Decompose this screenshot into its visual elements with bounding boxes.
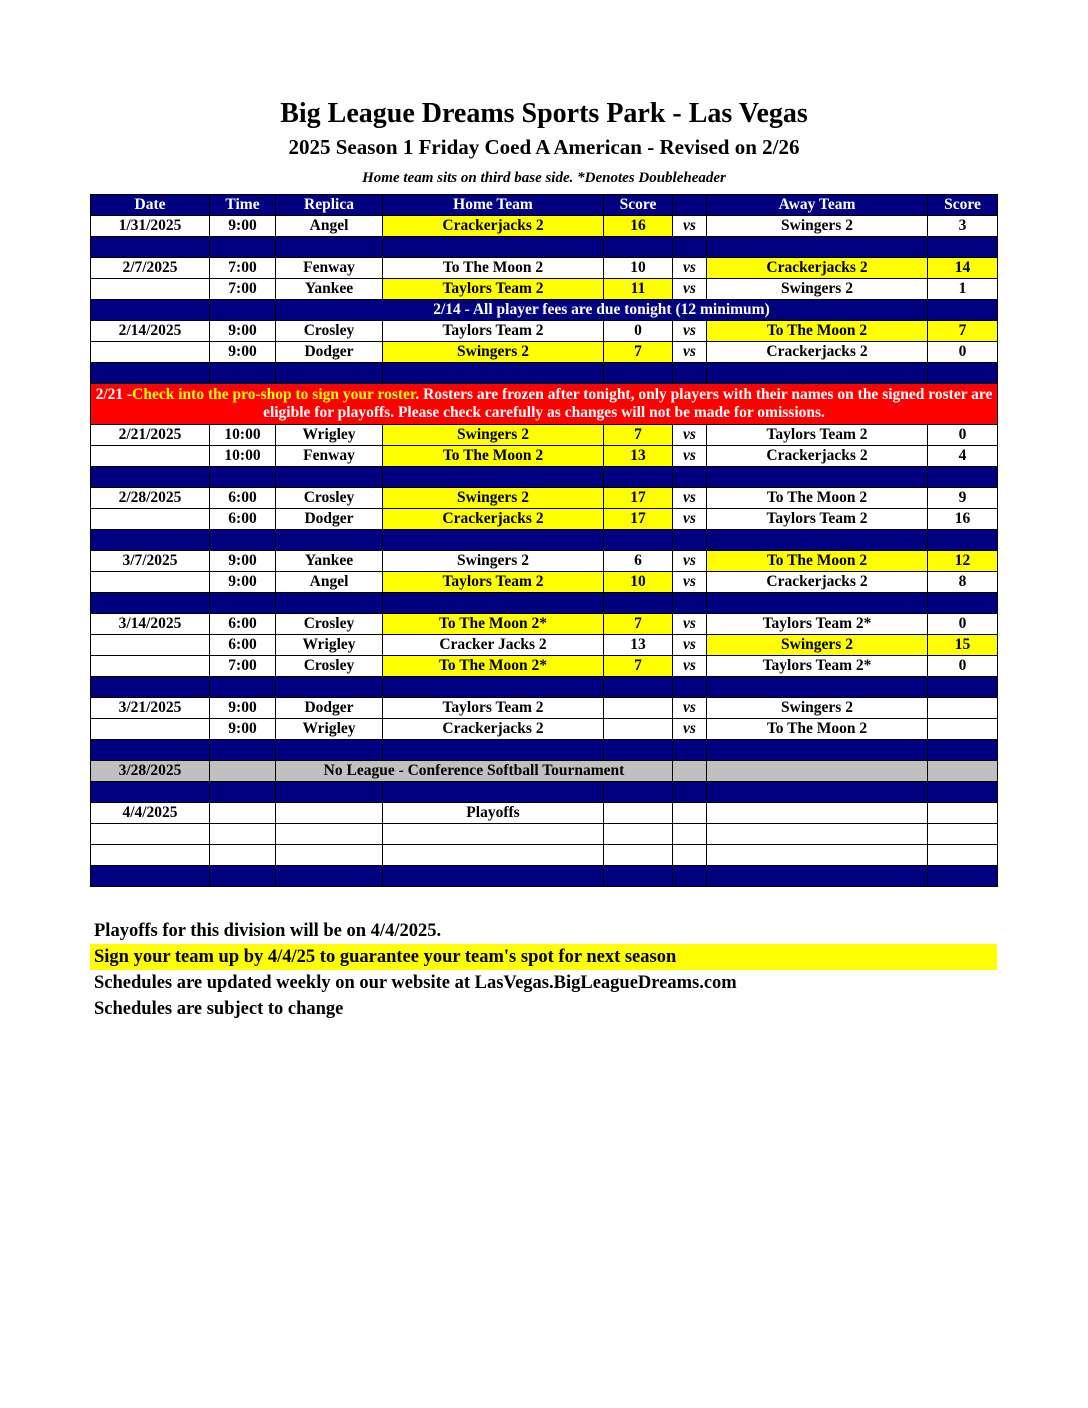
replica-field-cell: Crosley [276,321,383,342]
spacer-cell [383,677,604,698]
home-score-cell: 10 [604,258,673,279]
date-cell: 3/21/2025 [91,698,210,719]
date-cell [91,446,210,467]
spacer-cell [276,530,383,551]
away-score-cell: 0 [928,342,998,363]
spacer-row [91,530,998,551]
replica-field-cell: Dodger [276,342,383,363]
spacer-cell [707,740,928,761]
replica-field-cell: Angel [276,216,383,237]
away-score-cell [928,845,998,866]
away-score-cell: 0 [928,614,998,635]
spacer-cell [707,593,928,614]
vs-cell: vs [673,425,707,446]
away-team-cell: Crackerjacks 2 [707,572,928,593]
spacer-cell [276,363,383,384]
spacer-cell [928,593,998,614]
home-score-cell [604,698,673,719]
spacer-cell [707,530,928,551]
away-score-cell: 12 [928,551,998,572]
alert-row [91,384,998,425]
game-row [91,446,998,467]
column-header-date: Date [91,195,210,216]
game-row [91,614,998,635]
vs-cell: vs [673,279,707,300]
alert-message [91,384,998,425]
away-team-cell [707,845,928,866]
game-row [91,488,998,509]
spacer-cell [210,237,276,258]
replica-field-cell: Dodger [276,698,383,719]
time-cell: 7:00 [210,258,276,279]
spacer-cell [276,740,383,761]
game-row [91,342,998,363]
vs-cell: vs [673,551,707,572]
alert-highlight: Check into the pro-shop to sign your roster [132,386,416,403]
replica-field-cell [276,824,383,845]
spacer-cell [673,782,707,803]
replica-field-cell: Wrigley [276,425,383,446]
away-team-cell: Swingers 2 [707,635,928,656]
replica-field-cell: Fenway [276,446,383,467]
away-score-cell: 9 [928,488,998,509]
home-score-cell: 7 [604,342,673,363]
date-cell [91,509,210,530]
home-team-cell [383,824,604,845]
time-cell: 9:00 [210,216,276,237]
game-row [91,279,998,300]
away-score-cell: 0 [928,425,998,446]
spacer-cell [383,593,604,614]
vs-cell: vs [673,572,707,593]
home-score-cell [604,845,673,866]
home-team-cell: Taylors Team 2 [383,698,604,719]
time-cell: 6:00 [210,614,276,635]
spacer-cell [707,467,928,488]
away-score-cell: 14 [928,258,998,279]
away-score-cell [928,761,998,782]
home-score-cell: 11 [604,279,673,300]
date-cell: 2/28/2025 [91,488,210,509]
away-team-cell: Taylors Team 2 [707,509,928,530]
away-score-cell [928,803,998,824]
away-score-cell [928,719,998,740]
home-team-cell: Swingers 2 [383,425,604,446]
column-header-time: Time [210,195,276,216]
away-team-cell: To The Moon 2 [707,321,928,342]
date-cell: 4/4/2025 [91,803,210,824]
home-team-cell: Cracker Jacks 2 [383,635,604,656]
date-cell: 2/7/2025 [91,258,210,279]
date-cell [91,656,210,677]
spacer-cell [928,782,998,803]
date-cell [91,845,210,866]
alert-rest: . Rosters are frozen after tonight, only players with their names on the signed roster are eligible for playoffs. Please check carefully as changes will not be made for omissions. [263,386,993,421]
game-row [91,425,998,446]
schedule-table [90,194,998,887]
spacer-cell [383,782,604,803]
column-header-vs [673,195,707,216]
spacer-cell [276,593,383,614]
column-header-replica: Replica [276,195,383,216]
spacer-cell [276,237,383,258]
spacer-cell [210,593,276,614]
home-team-cell: Swingers 2 [383,342,604,363]
away-team-cell: To The Moon 2 [707,488,928,509]
home-score-cell: 10 [604,572,673,593]
spacer-cell [91,782,210,803]
vs-cell: vs [673,216,707,237]
time-cell: 9:00 [210,321,276,342]
spacer-cell [928,363,998,384]
away-team-cell [707,803,928,824]
header-note: Home team sits on third base side. *Denotes Doubleheader [362,170,726,186]
away-team-cell [707,761,928,782]
time-cell: 9:00 [210,719,276,740]
game-row [91,258,998,279]
spacer-cell [707,363,928,384]
replica-field-cell: Angel [276,572,383,593]
replica-field-cell [276,803,383,824]
game-row [91,656,998,677]
home-team-cell: Playoffs [383,803,604,824]
date-cell: 3/7/2025 [91,551,210,572]
spacer-cell [383,866,604,887]
game-row [91,551,998,572]
spacer-cell [928,530,998,551]
time-cell: 9:00 [210,342,276,363]
away-team-cell [707,824,928,845]
spacer-cell [91,530,210,551]
time-cell: 9:00 [210,698,276,719]
home-score-cell: 7 [604,656,673,677]
signup-note: Sign your team up by 4/4/25 to guarantee your team's spot for next season [90,944,997,970]
away-score-cell: 0 [928,656,998,677]
game-row [91,719,998,740]
game-row [91,824,998,845]
away-team-cell: Crackerjacks 2 [707,342,928,363]
notice-row [91,300,998,321]
home-team-cell: Taylors Team 2 [383,279,604,300]
spacer-cell [383,530,604,551]
time-cell: 9:00 [210,551,276,572]
spacer-cell [707,866,928,887]
away-team-cell: To The Moon 2 [707,719,928,740]
home-team-cell: Crackerjacks 2 [383,719,604,740]
vs-cell [673,761,707,782]
spacer-row [91,363,998,384]
home-score-cell: 17 [604,488,673,509]
spacer-cell [604,593,673,614]
home-team-cell: To The Moon 2 [383,258,604,279]
vs-cell [673,803,707,824]
spacer-cell [91,740,210,761]
spacer-cell [673,593,707,614]
vs-cell: vs [673,656,707,677]
home-score-cell: 13 [604,446,673,467]
vs-cell [673,824,707,845]
spacer-cell [604,677,673,698]
game-row [91,216,998,237]
date-cell [91,635,210,656]
away-score-cell: 7 [928,321,998,342]
away-team-cell: Swingers 2 [707,279,928,300]
header-row [91,195,998,216]
away-team-cell: Taylors Team 2* [707,614,928,635]
away-score-cell [928,698,998,719]
game-row [91,572,998,593]
spacer-cell [604,782,673,803]
schedule-body [91,195,998,887]
spacer-cell [276,782,383,803]
spacer-cell [91,237,210,258]
spacer-row [91,866,998,887]
spacer-cell [928,740,998,761]
away-team-cell: Crackerjacks 2 [707,258,928,279]
date-cell: 2/21/2025 [91,425,210,446]
vs-cell: vs [673,635,707,656]
spacer-cell [673,740,707,761]
notice-blank-cell [91,300,210,321]
home-team-cell: Swingers 2 [383,551,604,572]
home-score-cell: 7 [604,614,673,635]
home-score-cell: 0 [604,321,673,342]
away-team-cell: Swingers 2 [707,216,928,237]
time-cell [210,845,276,866]
game-row [91,321,998,342]
spacer-cell [673,677,707,698]
spacer-cell [210,866,276,887]
replica-field-cell [276,845,383,866]
home-score-cell: 6 [604,551,673,572]
date-cell [91,342,210,363]
home-team-cell: Crackerjacks 2 [383,216,604,237]
column-header-away-score: Score [928,195,998,216]
replica-field-cell: Wrigley [276,719,383,740]
notice-text: 2/14 - All player fees are due tonight (12 minimum) [276,300,928,321]
home-score-cell [604,803,673,824]
spacer-cell [604,866,673,887]
away-team-cell: Taylors Team 2 [707,425,928,446]
alert-prefix: 2/21 - [95,386,133,403]
vs-cell: vs [673,342,707,363]
spacer-cell [707,782,928,803]
vs-cell: vs [673,698,707,719]
vs-cell: vs [673,614,707,635]
away-team-cell: To The Moon 2 [707,551,928,572]
spacer-cell [928,467,998,488]
replica-field-cell: Fenway [276,258,383,279]
no-league-row [91,761,998,782]
column-header-away-team: Away Team [707,195,928,216]
spacer-cell [928,237,998,258]
spacer-cell [91,467,210,488]
spacer-cell [91,677,210,698]
page-subtitle: 2025 Season 1 Friday Coed A American - Revised on 2/26 [288,135,800,159]
spacer-cell [210,363,276,384]
spacer-cell [276,467,383,488]
home-score-cell: 13 [604,635,673,656]
game-row [91,509,998,530]
date-cell [91,719,210,740]
date-cell: 2/14/2025 [91,321,210,342]
spacer-row [91,237,998,258]
home-team-cell: To The Moon 2* [383,614,604,635]
spacer-cell [210,740,276,761]
replica-field-cell: Dodger [276,509,383,530]
home-team-cell: Taylors Team 2 [383,572,604,593]
away-score-cell: 16 [928,509,998,530]
vs-cell: vs [673,321,707,342]
vs-cell: vs [673,258,707,279]
game-row [91,635,998,656]
spacer-cell [91,866,210,887]
spacer-cell [604,467,673,488]
away-score-cell: 15 [928,635,998,656]
time-cell [210,803,276,824]
time-cell [210,761,276,782]
spacer-cell [928,677,998,698]
spacer-cell [383,363,604,384]
time-cell: 10:00 [210,446,276,467]
spacer-row [91,593,998,614]
replica-field-cell: Yankee [276,551,383,572]
column-header-home-score: Score [604,195,673,216]
spacer-cell [604,740,673,761]
spacer-cell [91,593,210,614]
date-cell: 3/14/2025 [91,614,210,635]
spacer-cell [604,363,673,384]
spacer-row [91,740,998,761]
spacer-cell [673,467,707,488]
home-score-cell: 16 [604,216,673,237]
away-team-cell: Crackerjacks 2 [707,446,928,467]
home-score-cell: 7 [604,425,673,446]
spacer-cell [210,467,276,488]
replica-field-cell: Yankee [276,279,383,300]
away-score-cell [928,824,998,845]
home-team-cell: To The Moon 2* [383,656,604,677]
spacer-cell [707,237,928,258]
column-header-home-team: Home Team [383,195,604,216]
time-cell: 7:00 [210,279,276,300]
replica-field-cell: Crosley [276,614,383,635]
spacer-row [91,782,998,803]
spacer-cell [383,740,604,761]
time-cell: 7:00 [210,656,276,677]
spacer-cell [707,677,928,698]
playoffs-note: Playoffs for this division will be on 4/4/2025. [94,921,442,941]
change-note: Schedules are subject to change [94,999,344,1019]
spacer-cell [383,237,604,258]
spacer-row [91,677,998,698]
spacer-cell [673,237,707,258]
time-cell [210,824,276,845]
no-league-text: No League - Conference Softball Tournament [276,761,673,782]
date-cell [91,824,210,845]
time-cell: 6:00 [210,509,276,530]
date-cell [91,572,210,593]
away-team-cell: Swingers 2 [707,698,928,719]
home-team-cell: To The Moon 2 [383,446,604,467]
page-title: Big League Dreams Sports Park - Las Vegas [280,98,808,129]
spacer-cell [276,677,383,698]
away-team-cell: Taylors Team 2* [707,656,928,677]
vs-cell: vs [673,488,707,509]
date-cell: 1/31/2025 [91,216,210,237]
home-team-cell: Swingers 2 [383,488,604,509]
spacer-cell [91,363,210,384]
home-team-cell: Crackerjacks 2 [383,509,604,530]
away-score-cell: 1 [928,279,998,300]
spacer-cell [673,866,707,887]
spacer-row [91,467,998,488]
vs-cell: vs [673,509,707,530]
away-score-cell: 3 [928,216,998,237]
spacer-cell [276,866,383,887]
home-score-cell: 17 [604,509,673,530]
replica-field-cell: Crosley [276,488,383,509]
home-team-cell: Taylors Team 2 [383,321,604,342]
home-score-cell [604,719,673,740]
spacer-cell [604,530,673,551]
date-cell [91,279,210,300]
vs-cell: vs [673,719,707,740]
time-cell: 6:00 [210,488,276,509]
spacer-cell [383,467,604,488]
spacer-cell [210,677,276,698]
game-row [91,845,998,866]
replica-field-cell: Wrigley [276,635,383,656]
spacer-cell [210,782,276,803]
replica-field-cell: Crosley [276,656,383,677]
vs-cell: vs [673,446,707,467]
away-score-cell: 8 [928,572,998,593]
spacer-cell [673,363,707,384]
date-cell: 3/28/2025 [91,761,210,782]
time-cell: 6:00 [210,635,276,656]
time-cell: 9:00 [210,572,276,593]
vs-cell [673,845,707,866]
spacer-cell [673,530,707,551]
home-team-cell [383,845,604,866]
notice-blank-cell [210,300,276,321]
spacer-cell [604,237,673,258]
home-score-cell [604,824,673,845]
away-score-cell: 4 [928,446,998,467]
website-note: Schedules are updated weekly on our website at LasVegas.BigLeagueDreams.com [94,973,737,993]
notice-blank-cell [928,300,998,321]
time-cell: 10:00 [210,425,276,446]
spacer-cell [928,866,998,887]
game-row [91,698,998,719]
game-row [91,803,998,824]
spacer-cell [210,530,276,551]
